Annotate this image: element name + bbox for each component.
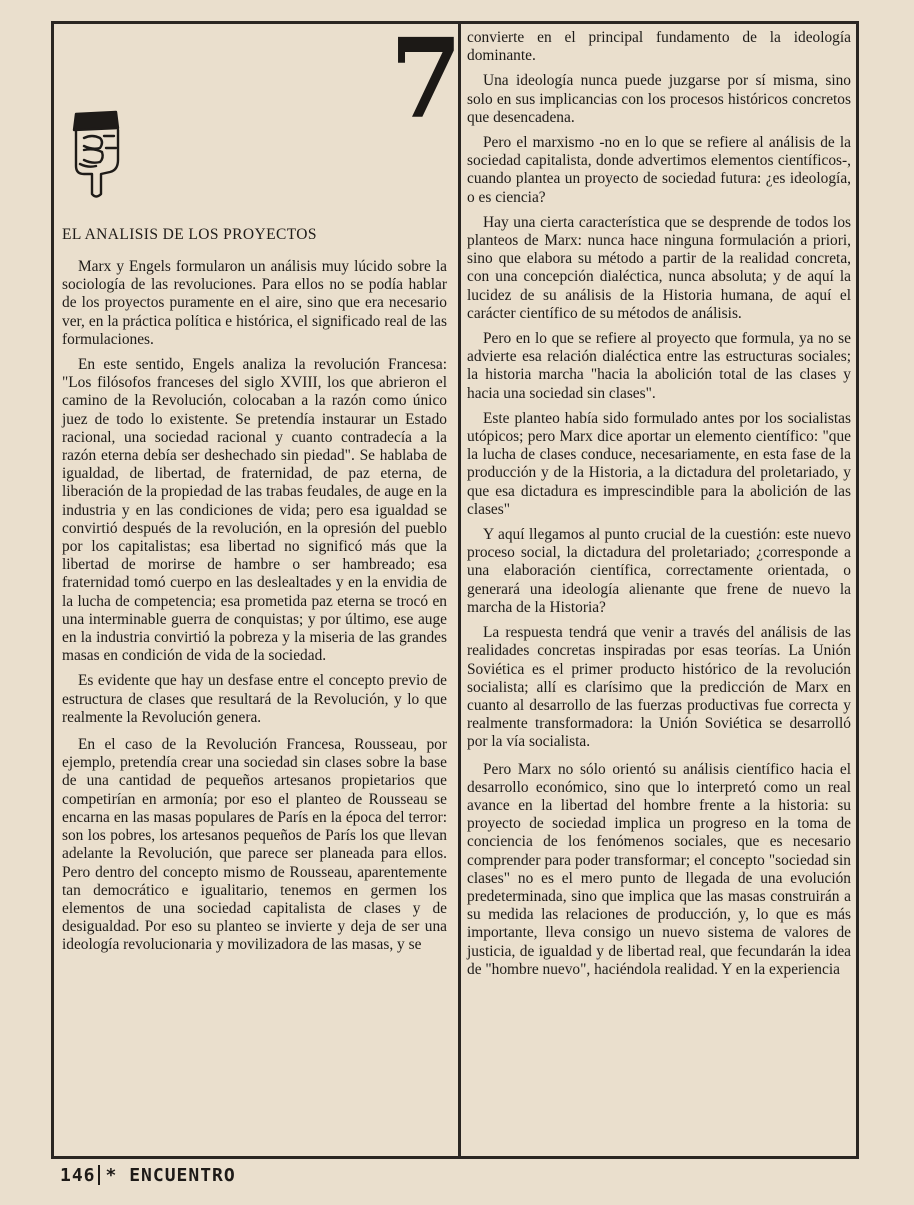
paragraph: Una ideología nunca puede juzgarse por sí misma, sino solo en sus implicancias con los procesos históricos concretos que desencadena. [467,72,851,126]
paragraph: Y aquí llegamos al punto crucial de la cuestión: este nuevo proceso social, la dictadura del proletariado; ¿corresponde a una elaboración científica, correctamente orientada, o generará una ideología alienante que frene de nuevo la marcha de la Historia? [467,526,851,616]
paragraph: En el caso de la Revolución Francesa, Rousseau, por ejemplo, pretendía crear una sociedad sin clases sobre la base de una cantidad de pequeños artesanos propietarios que competirían en armonía; por eso el planteo de Rousseau se encarna en las masas populares de París en la época del terror: son los pobres, los artesanos pequeños de París los que llevan adelante la Revolución, que parece ser planeada para ellos. Pero dentro del concepto mismo de Rousseau, aparentemente tan democrático e igualitario, tenemos en germen los elementos de una sociedad capitalista de clases y de desigualdad. Por eso su planteo se invierte y deja de ser una ideología revolucionaria y movilizadora de las masas, y se [62,736,447,954]
paragraph: Pero Marx no sólo orientó su análisis científico hacia el desarrollo económico, sino que lo interpretó como un real avance en la libertad del hombre frente a la historia: su proyecto de sociedad implica un progreso en la toma de conciencia de los fenómenos sociales, que es necesario comprender para poder transformar; el concepto "sociedad sin clases" no es el mero punto de llegada de una evolución predeterminada, sino que implica que las masas construirán a su medida las relaciones de producción, y, lo que es más importante, lleva consigo un nuevo sistema de valores de justicia, de igualdad y de libertad real, que fecundarán la idea de "hombre nuevo", haciéndola realidad. Y en la experiencia [467,760,851,978]
publication-name: * ENCUENTRO [105,1165,236,1186]
page-footer [60,1165,236,1186]
pointing-hand-icon [66,108,128,200]
footer-divider [98,1165,100,1185]
paragraph: La respuesta tendrá que venir a través del análisis de las realidades concretas inspiradas por esas teorías. La Unión Soviética es el primer producto histórico de la revolución socialista; allí es clarísimo que la predicción de Marx en cuanto al desarrollo de las fuerzas productivas fue correcta y realmente transformadora: la Unión Soviética se desarrolló por la vía socialista. [467,624,851,751]
paragraph: convierte en el principal fundamento de la ideología dominante. [467,29,851,65]
paragraph: Hay una cierta característica que se desprende de todos los planteos de Marx: nunca hace ninguna formulación a priori, sino que elabora su método a partir de la realidad concreta, con una concepción dialéctica, nunca absoluta; y de aquí la lucidez de su análisis de la Historia humana, de aquí el carácter científico de su métodos de análisis. [467,213,851,322]
section-title: EL ANALISIS DE LOS PROYECTOS [62,226,317,243]
paragraph: Es evidente que hay un desfase entre el concepto previo de estructura de clases que resultará de la Revolución, y lo que realmente la Revolución genera. [62,672,447,726]
paragraph: En este sentido, Engels analiza la revolución Francesa: "Los filósofos franceses del siglo XVIII, los que abrieron el camino de la Revolución, colocaban a la razón como único juez de todo lo existente. Se pretendía instaurar un Estado racional, una sociedad racional y cuanto contradecía a la razón eterna debía ser deshechado sin piedad". Se hablaba de igualdad, de libertad, de fraternidad, de paz eterna, de liberación de la propiedad de las trabas feudales, de auge en la industria y en las condiciones de vida; pero esa igualdad se convirtió después de la revolución, en la opresión del pueblo por los capitalistas; esa libertad no significó más que la libertad de morirse de hambre o ser hambreado; esa fraternidad tomó cuerpo en las deslealtades y en la envidia de la lucha de competencia; esa prometida paz eterna se trocó en una interminable guerra de conquistas; y por último, ese auge en la industria convirtió la pobreza y la miseria de las grandes masas en condición de vida de la sociedad. [62,356,447,665]
paragraph: Marx y Engels formularon un análisis muy lúcido sobre la sociología de las revoluciones. Para ellos no se podía hablar de los proyectos puramente en el aire, sino que era necesario ver, en la práctica política e histórica, el significado real de las formulaciones. [62,258,447,348]
right-column [467,29,851,986]
chapter-number: 7 [389,14,457,143]
paragraph: Este planteo había sido formulado antes por los socialistas utópicos; pero Marx dice aportar un elemento científico: "que la lucha de clases conduce, necesariamente, en esta fase de la producción y de la Historia, a la dictadura del proletariado, y que esa dictadura es imprescindible para la abolición de las clases" [467,409,851,518]
left-column [62,258,447,962]
column-divider [458,21,461,1159]
page-number: 146 [60,1165,96,1186]
paragraph: Pero en lo que se refiere al proyecto que formula, ya no se advierte esa relación dialéctica entre las estructuras sociales; la historia marcha "hacia la abolición total de las clases y hacia una sociedad sin clases". [467,330,851,402]
paragraph: Pero el marxismo -no en lo que se refiere al análisis de la sociedad capitalista, donde advertimos elementos científicos-, cuando plantea un proyecto de sociedad futura: ¿es ideología, o es ciencia? [467,134,851,206]
